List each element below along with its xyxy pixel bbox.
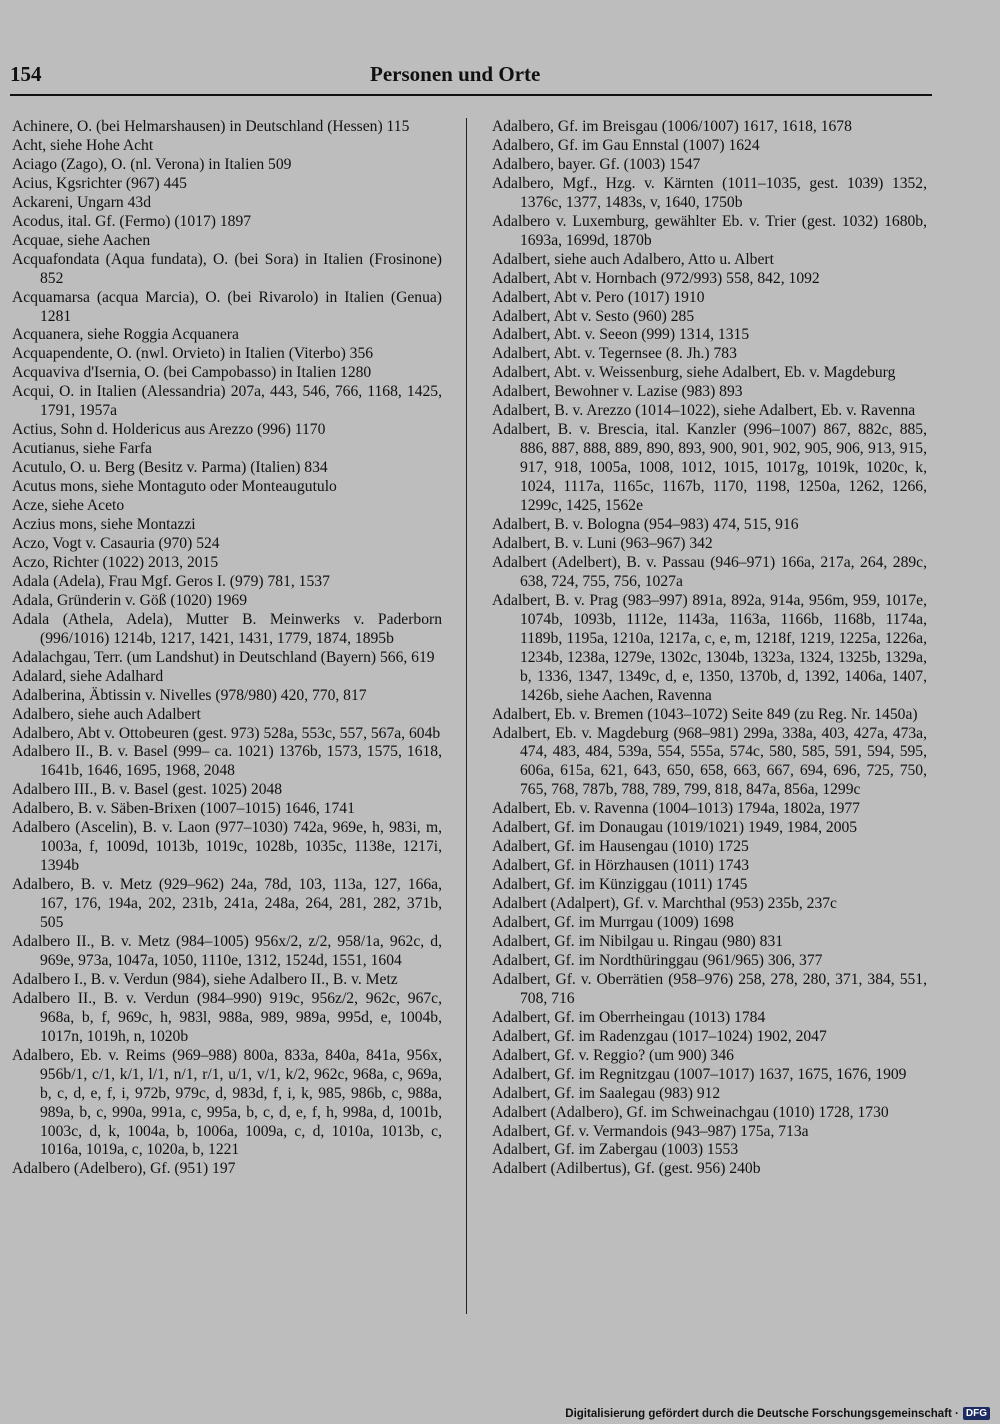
index-entry: Adalbero II., B. v. Basel (999– ca. 1021) 1376b, 1573, 1575, 1618, 1641b, 1646, 1695, 1968, 2048 (12, 743, 442, 780)
index-entry: Adalbert, B. v. Prag (983–997) 891a, 892a, 914a, 956m, 959, 1017e, 1074b, 1093b, 1112e, 1143a, 1163a, 1166b, 1168b, 1174a, 1189b, 1195a, 1210a, 1217a, c, e, m, 1218f, 1219, 1225a, 1226a, 1234b, 1238a, 1279e, 1302c, 1304b, 1323a, 1324, 1325b, 1329a, b, 1336, 1347, 1349c, d, e, 1350, 1370b, d, 1392, 1406a, 1407, 1426b, siehe Aachen, Ravenna (492, 591, 927, 704)
index-entry: Adalbert, Gf. im Künziggau (1011) 1745 (492, 876, 748, 894)
index-entry: Adalbert, siehe auch Adalbero, Atto u. Albert (492, 250, 774, 268)
index-entry: Adalbero (Ascelin), B. v. Laon (977–1030) 742a, 969e, h, 983i, m, 1003a, f, 1009d, 1013b, 1019c, 1028b, 1035c, 1138e, 1217i, 1394b (12, 819, 442, 875)
index-entry: Adalbero III., B. v. Basel (gest. 1025) 2048 (12, 781, 283, 799)
index-entry: Adalbero II., B. v. Verdun (984–990) 919c, 956z/2, 962c, 967c, 968a, b, f, 969c, h, 983l, 988a, 989, 989a, 995d, e, 1004b, 1017n, 1019h, n, 1020b (12, 989, 442, 1045)
index-entry: Ackareni, Ungarn 43d (12, 193, 151, 211)
index-entry: Adalbert (Adalbero), Gf. im Schweinachgau (1010) 1728, 1730 (492, 1103, 889, 1121)
index-entry: Adalbero, Mgf., Hzg. v. Kärnten (1011–1035, gest. 1039) 1352, 1376c, 1377, 1483s, v, 1640, 1750b (492, 174, 927, 211)
index-entry: Adalbert, B. v. Luni (963–967) 342 (492, 534, 713, 552)
page-title: Personen und Orte (370, 62, 541, 86)
index-entry: Adalbert, Bewohner v. Lazise (983) 893 (492, 383, 743, 401)
index-entry: Adala (Adela), Frau Mgf. Geros I. (979) 781, 1537 (12, 572, 330, 590)
page-header (10, 62, 932, 96)
index-entry: Adalbert, Gf. im Nordthüringgau (961/965) 306, 377 (492, 951, 823, 969)
index-entry: Adalbert, B. v. Arezzo (1014–1022), siehe Adalbert, Eb. v. Ravenna (492, 402, 916, 420)
index-entry: Adalbert, Abt v. Hornbach (972/993) 558, 842, 1092 (492, 269, 820, 287)
index-entry: Adalbero I., B. v. Verdun (984), siehe Adalbero II., B. v. Metz (12, 970, 398, 988)
index-entry: Adalbert, Gf. im Murrgau (1009) 1698 (492, 914, 734, 932)
index-entry: Adalbert, Eb. v. Bremen (1043–1072) Seite 849 (zu Reg. Nr. 1450a) (492, 705, 918, 723)
index-entry: Adalbert, Abt. v. Seeon (999) 1314, 1315 (492, 326, 750, 344)
index-entry: Acquaviva d'Isernia, O. (bei Campobasso) in Italien 1280 (12, 364, 372, 382)
index-entry: Acquae, siehe Aachen (12, 231, 151, 249)
footer (565, 1407, 990, 1420)
index-entry: Acquapendente, O. (nwl. Orvieto) in Italien (Viterbo) 356 (12, 345, 374, 363)
index-entry: Aczo, Richter (1022) 2013, 2015 (12, 553, 219, 571)
index-entry: Acquamarsa (acqua Marcia), O. (bei Rivarolo) in Italien (Genua) 1281 (12, 288, 442, 325)
index-entry: Acius, Kgsrichter (967) 445 (12, 174, 187, 192)
index-entry: Adalberina, Äbtissin v. Nivelles (978/980) 420, 770, 817 (12, 686, 367, 704)
index-entry: Adalbert, Abt. v. Tegernsee (8. Jh.) 783 (492, 345, 737, 363)
index-entry: Acutulo, O. u. Berg (Besitz v. Parma) (Italien) 834 (12, 459, 328, 477)
index-entry: Adalbert, Eb. v. Magdeburg (968–981) 299a, 338a, 403, 427a, 473a, 474, 483, 484, 539a, 554, 555a, 574c, 580, 585, 591, 594, 595, 606a, 615a, 621, 643, 650, 658, 663, 667, 694, 696, 725, 750, 765, 768, 787b, 788, 789, 799, 818, 847a, 856a, 1299c (492, 724, 927, 799)
index-entry: Acquafondata (Aqua fundata), O. (bei Sora) in Italien (Frosinone) 852 (12, 250, 442, 287)
index-entry: Adalbert, Gf. im Nibilgau u. Ringau (980) 831 (492, 932, 784, 950)
index-entry: Adalbero, B. v. Metz (929–962) 24a, 78d, 103, 113a, 127, 166a, 167, 176, 194a, 202, 231b, 241a, 248a, 264, 281, 282, 371b, 505 (12, 876, 442, 932)
index-entry: Actius, Sohn d. Holdericus aus Arezzo (996) 1170 (12, 421, 326, 439)
index-entry: Acutus mons, siehe Montaguto oder Monteaugutulo (12, 478, 337, 496)
index-entry: Adalbert (Adilbertus), Gf. (gest. 956) 240b (492, 1160, 761, 1178)
index-entry: Adalbert, Gf. im Oberrheingau (1013) 1784 (492, 1008, 766, 1026)
index-entry: Adalbert, Gf. im Zabergau (1003) 1553 (492, 1141, 739, 1159)
left-column (12, 118, 442, 1179)
index-entry: Adalbert, Gf. v. Vermandois (943–987) 175a, 713a (492, 1122, 809, 1140)
index-entry: Adalbert, B. v. Brescia, ital. Kanzler (996–1007) 867, 882c, 885, 886, 887, 888, 889, 890, 893, 900, 901, 902, 905, 906, 913, 915, 917, 918, 1005a, 1008, 1012, 1015, 1017g, 1019k, 1020c, k, 1024, 1117a, 1165c, 1167b, 1170, 1198, 1250a, 1262, 1266, 1299c, 1425, 1562e (492, 421, 927, 515)
index-entry: Adalbero, siehe auch Adalbert (12, 705, 201, 723)
index-entry: Adalbert, Gf. im Donaugau (1019/1021) 1949, 1984, 2005 (492, 819, 858, 837)
index-entry: Acquanera, siehe Roggia Acquanera (12, 326, 239, 344)
index-entry: Adala (Athela, Adela), Mutter B. Meinwerks v. Paderborn (996/1016) 1214b, 1217, 1421, 1431, 1779, 1874, 1895b (12, 610, 442, 647)
index-entry: Adalbero (Adelbero), Gf. (951) 197 (12, 1160, 236, 1178)
index-entry: Adalbert, Gf. v. Oberrätien (958–976) 258, 278, 280, 371, 384, 551, 708, 716 (492, 970, 927, 1007)
index-entry: Adalbert, Gf. in Hörzhausen (1011) 1743 (492, 857, 750, 875)
column-divider (466, 118, 467, 1314)
index-entry: Adalbert, Abt v. Sesto (960) 285 (492, 307, 695, 325)
index-entry: Aczo, Vogt v. Casauria (970) 524 (12, 534, 220, 552)
index-entry: Adalbero, Gf. im Gau Ennstal (1007) 1624 (492, 136, 760, 154)
index-entry: Acqui, O. in Italien (Alessandria) 207a, 443, 546, 766, 1168, 1425, 1791, 1957a (12, 383, 442, 420)
right-column (492, 118, 927, 1179)
index-entry: Acze, siehe Aceto (12, 497, 125, 515)
index-entry: Adalbert, Abt. v. Weissenburg, siehe Adalbert, Eb. v. Magdeburg (492, 364, 896, 382)
index-entry: Adalbert, Abt v. Pero (1017) 1910 (492, 288, 705, 306)
index-entry: Adalard, siehe Adalhard (12, 667, 164, 685)
index-entry: Adalachgau, Terr. (um Landshut) in Deutschland (Bayern) 566, 619 (12, 648, 435, 666)
index-entry: Adalbert, Gf. im Saalegau (983) 912 (492, 1084, 721, 1102)
index-entry: Adala, Gründerin v. Göß (1020) 1969 (12, 591, 248, 609)
index-entry: Adalbero, bayer. Gf. (1003) 1547 (492, 155, 701, 173)
index-entry: Aciago (Zago), O. (nl. Verona) in Italien 509 (12, 155, 292, 173)
index-entry: Adalbert (Adalpert), Gf. v. Marchthal (953) 235b, 237c (492, 895, 837, 913)
index-entry: Adalbert, Eb. v. Ravenna (1004–1013) 1794a, 1802a, 1977 (492, 800, 860, 818)
index-entry: Adalbert, Gf. im Regnitzgau (1007–1017) 1637, 1675, 1676, 1909 (492, 1065, 907, 1083)
index-entry: Acht, siehe Hohe Acht (12, 136, 154, 154)
index-entry: Adalbero v. Luxemburg, gewählter Eb. v. Trier (gest. 1032) 1680b, 1693a, 1699d, 1870b (492, 212, 927, 249)
index-entry: Adalbero, Abt v. Ottobeuren (gest. 973) 528a, 553c, 557, 567a, 604b (12, 724, 441, 742)
index-entry: Adalbero II., B. v. Metz (984–1005) 956x/2, z/2, 958/1a, 962c, d, 969e, 973a, 1047a, 1050, 1110e, 1312, 1524d, 1551, 1604 (12, 932, 442, 969)
index-entry: Acutianus, siehe Farfa (12, 440, 152, 458)
dfg-logo-icon: DFG (963, 1407, 990, 1420)
index-entry: Aczius mons, siehe Montazzi (12, 516, 196, 534)
index-entry: Adalbert, Gf. im Hausengau (1010) 1725 (492, 838, 749, 856)
index-entry: Acodus, ital. Gf. (Fermo) (1017) 1897 (12, 212, 252, 230)
index-entry: Adalbero, Eb. v. Reims (969–988) 800a, 833a, 840a, 841a, 956x, 956b/1, c/1, k/1, l/1, n/1, r/1, u/1, v/1, k/2, 962c, 968a, c, 969a, b, c, d, e, f, i, 972b, 979c, d, 983d, f, i, k, 985, 986b, c, 988a, 989a, b, c, 990a, 991a, c, 995a, b, c, d, e, f, h, 998a, d, 1001b, 1003c, d, k, 1004a, b, 1006a, 1009a, c, d, 1010a, 1013b, c, 1016a, 1019a, c, 1020a, b, 1221 (12, 1046, 442, 1159)
index-entry: Achinere, O. (bei Helmarshausen) in Deutschland (Hessen) 115 (12, 118, 410, 135)
index-entry: Adalbert, B. v. Bologna (954–983) 474, 515, 916 (492, 516, 799, 534)
index-entry: Adalbert, Gf. im Radenzgau (1017–1024) 1902, 2047 (492, 1027, 827, 1045)
index-entry: Adalbero, B. v. Säben-Brixen (1007–1015) 1646, 1741 (12, 800, 355, 818)
index-entry: Adalbert, Gf. v. Reggio? (um 900) 346 (492, 1046, 734, 1064)
index-entry: Adalbert (Adelbert), B. v. Passau (946–971) 166a, 217a, 264, 289c, 638, 724, 755, 756, 1027a (492, 553, 927, 590)
footer-credit: Digitalisierung gefördert durch die Deutsche Forschungsgemeinschaft · (565, 1407, 959, 1420)
page-number: 154 (10, 62, 42, 86)
index-entry: Adalbero, Gf. im Breisgau (1006/1007) 1617, 1618, 1678 (492, 118, 852, 135)
